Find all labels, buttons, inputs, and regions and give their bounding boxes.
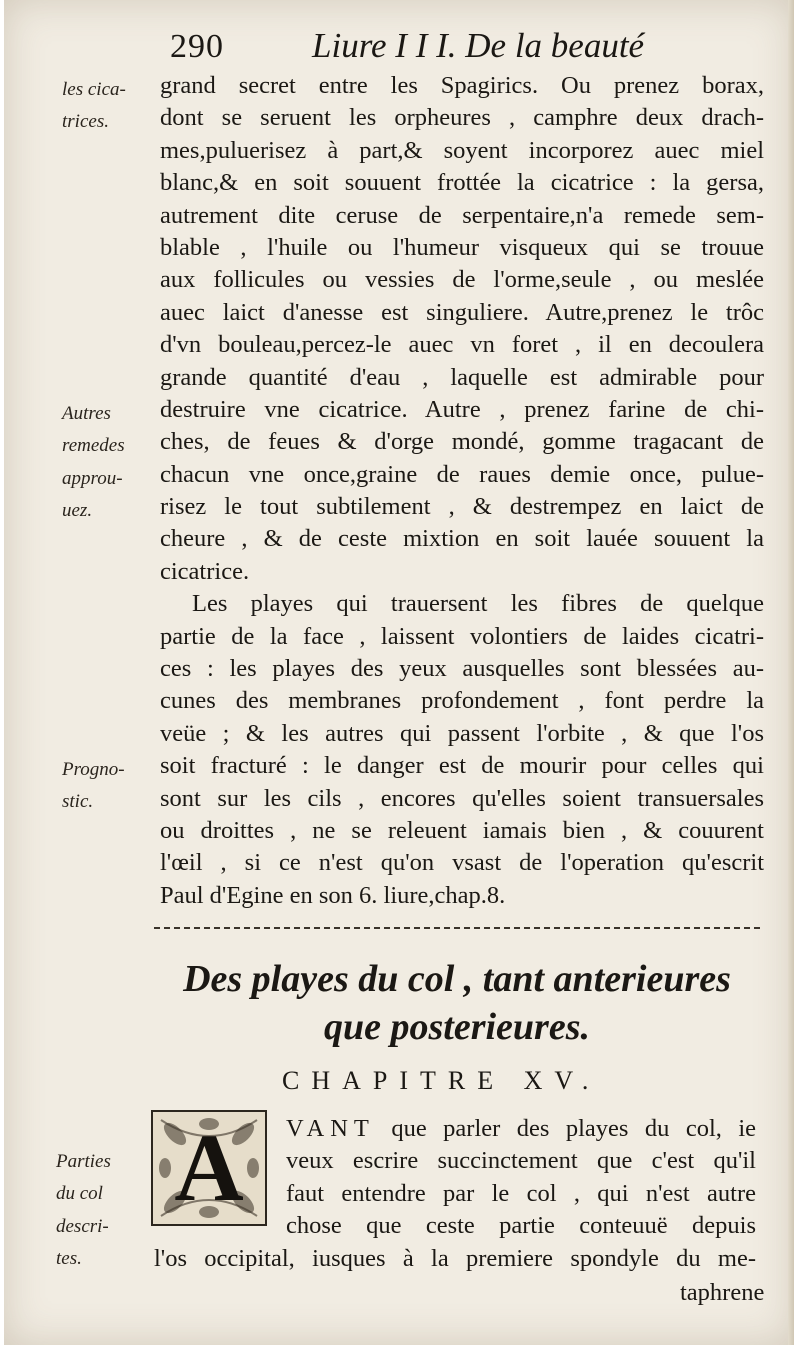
- text-line: l'œil , si ce n'est qu'on vsast de l'operation qu'escrit: [160, 849, 764, 877]
- margin-note-line: Autres: [62, 403, 111, 424]
- text-line: blanc,& en soit souuent frottée la cicatrice : la gersa,: [160, 169, 764, 197]
- margin-note-line: Progno-: [62, 759, 125, 780]
- text-line: risez le tout subtilement , & destrempez en laict de: [160, 493, 764, 521]
- chapter-first-word: VANT: [286, 1115, 375, 1142]
- text-line: cicatrice.: [160, 557, 250, 585]
- text-line: veux escrire succinctement que c'est qu'il: [286, 1147, 756, 1175]
- chapter-number: CHAPITRE XV.: [282, 1066, 601, 1095]
- text-line: aux follicules ou vessies de l'orme,seule , ou meslée: [160, 266, 764, 294]
- text-line: ces : les playes des yeux ausquelles sont blessées au-: [160, 655, 764, 683]
- text-line: chacun vne once,graine de raues demie once, pulue-: [160, 460, 764, 488]
- decorated-initial: [151, 1110, 267, 1226]
- text-line: grande quantité d'eau , laquelle est admirable pour: [160, 363, 764, 391]
- text-line-rest: que parler des playes du col, ie: [391, 1115, 757, 1142]
- margin-note-cicatrices: [62, 74, 126, 139]
- text-line: partie de la face , laissent volontiers de laides cicatri-: [160, 622, 764, 650]
- text-line: Les playes qui trauersent les fibres de quelque: [192, 590, 764, 618]
- page-number: 290: [170, 28, 224, 65]
- chapter-body-full-line: [154, 1243, 756, 1275]
- text-line: autrement dite ceruse de serpentaire,n'a remede sem-: [160, 201, 764, 229]
- margin-note-parties-du-col: [56, 1146, 111, 1276]
- text-line: faut entendre par le col , qui n'est autre: [286, 1179, 756, 1207]
- text-line: chose que ceste partie conteuuë depuis: [286, 1212, 756, 1240]
- margin-note-line: Parties: [56, 1151, 111, 1172]
- text-line: l'os occipital, iusques à la premiere spondyle du me-: [154, 1245, 756, 1272]
- margin-note-line: trices.: [62, 111, 109, 133]
- margin-note-line: tes.: [56, 1248, 82, 1270]
- body-text: [160, 70, 764, 912]
- page-edge: [788, 0, 794, 1345]
- text-line: ou droittes , ne se releuent iamais bien , & couurent: [160, 816, 764, 844]
- text-line: grand secret entre les Spagirics. Ou prenez borax,: [160, 72, 764, 99]
- text-line: sont sur les cils , encores qu'elles soient transuersales: [160, 784, 764, 812]
- text-line: [286, 1113, 756, 1145]
- text-line: mes,puluerisez à part,& soyent incorporez auec miel: [160, 136, 764, 164]
- text-line: Paul d'Egine en son 6. liure,chap.8.: [160, 881, 506, 909]
- text-line: auec laict d'anesse est singuliere. Autre,prenez le trôc: [160, 298, 764, 326]
- margin-note-prognostic: [62, 754, 125, 819]
- margin-note-line: les cica-: [62, 79, 126, 100]
- margin-note-line: stic.: [62, 791, 94, 813]
- book-page: [4, 0, 794, 1345]
- text-line: blable , l'huile ou l'humeur visqueux qui se trouue: [160, 233, 764, 261]
- chapter-opening-text: [286, 1113, 756, 1243]
- margin-note-line: du col: [56, 1183, 103, 1205]
- chapter-title-line: que posterieures.: [324, 1006, 590, 1048]
- text-line: ches, de feues & d'orge mondé, gomme tragacant de: [160, 428, 764, 456]
- margin-note-autres-remedes: [62, 398, 125, 528]
- margin-note-line: descri-: [56, 1215, 109, 1237]
- text-line: cheure , & de ceste mixtion en soit lauée souuent la: [160, 525, 764, 553]
- text-line: soit fracturé : le danger est de mourir pour celles qui: [160, 752, 764, 780]
- margin-note-line: remedes: [62, 435, 125, 457]
- text-line: destruire vne cicatrice. Autre , prenez farine de chi-: [160, 395, 764, 423]
- margin-note-line: uez.: [62, 500, 93, 522]
- page-header: [170, 28, 730, 76]
- running-head: Liure I I I. De la beauté: [312, 26, 645, 65]
- section-divider-rule: [154, 927, 760, 929]
- text-line: veüe ; & les autres qui passent l'orbite , & que l'os: [160, 719, 764, 747]
- text-line: dont se seruent les orpheures , camphre deux drach-: [160, 104, 764, 132]
- drop-cap-letter: A: [174, 1114, 244, 1221]
- catchword: taphrene: [680, 1279, 765, 1306]
- chapter-title-line: Des playes du col , tant anterieures: [183, 958, 731, 1000]
- chapter-title: [154, 955, 760, 1051]
- margin-note-line: approu-: [62, 467, 123, 489]
- text-line: d'vn bouleau,percez-le auec vn foret , il en decoulera: [160, 331, 764, 359]
- text-line: cunes des membranes profondement , font perdre la: [160, 687, 764, 715]
